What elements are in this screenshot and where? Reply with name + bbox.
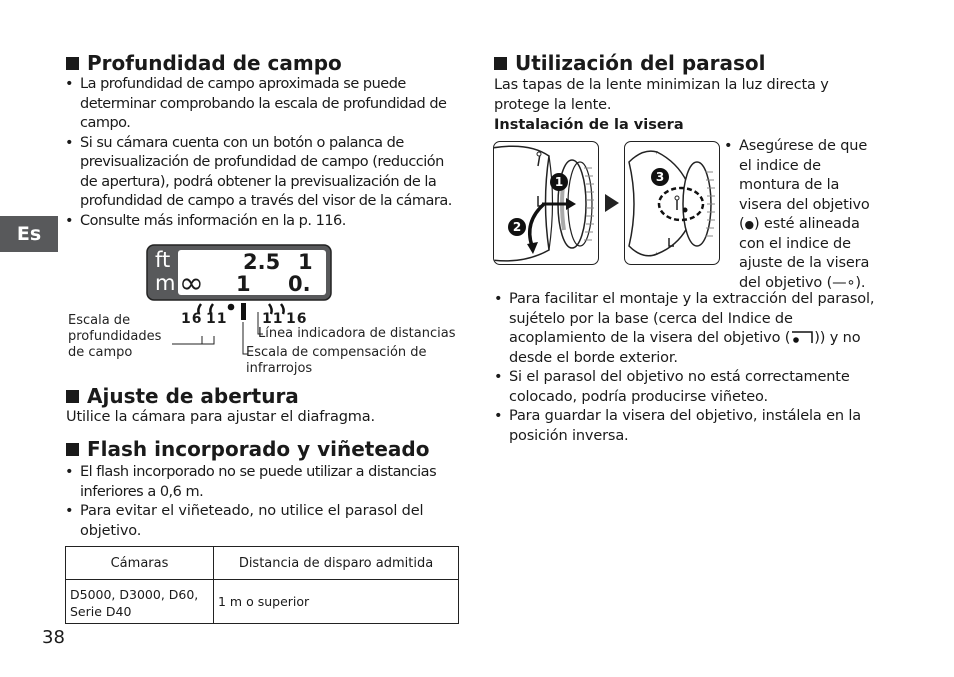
language-tab-label: Es [16,223,42,245]
depth-marks-left: 11 [206,311,228,327]
next-step-arrow-icon [603,192,621,214]
setting-index-icon: —∘ [832,274,856,291]
heading-square-icon [66,57,79,70]
page-number: 38 [42,627,65,648]
list-item: • El flash incorporado no se puede utilizar a distancias inferiores a 0,6 m. [64,463,462,502]
scale-m-value: ∞ [179,266,204,301]
flash-list [64,463,462,541]
list-item: • Para guardar la visera del objetivo, instálela en la posición inversa. [493,407,889,446]
scale-ft-value: 1 [298,250,313,274]
step-badge: 1 [550,173,568,191]
scale-m-value: 0. [288,272,311,296]
depth-of-field-heading [66,51,342,75]
depth-of-field-heading-text: Profundidad de campo [87,51,342,75]
infrared-index-label: Escala de compensación de infrarrojos [246,345,427,376]
table-header-cell: Cámaras [66,547,214,580]
hood-list [493,290,889,446]
bullet-dot: • [724,138,733,154]
scale-unit-ft: ft [155,248,171,272]
depth-of-field-list [64,75,464,231]
hood-heading-text: Utilización del parasol [515,51,766,75]
heading-square-icon [66,443,79,456]
depth-marks-left: 16 [181,311,203,327]
hood-attach-figure [493,141,599,265]
alignment-note-text: ). [855,274,866,291]
list-item: • La profundidad de campo aproximada se puede determinar comprobando la escala de profundidad de campo. [64,75,464,134]
list-item: • Si el parasol del objetivo no está correctamente colocado, podría producirse viñeteo. [493,368,889,407]
list-item [493,290,889,368]
step-badge: 2 [508,218,526,236]
alignment-note [724,137,884,293]
table-header-cell: Distancia de disparo admitida [214,547,459,580]
list-item: • Para evitar el viñeteado, no utilice el parasol del objetivo. [64,502,462,541]
alignment-note-text: ) esté alineada con el indice de ajuste de la visera del objetivo ( [739,216,870,291]
distance-scale-figure [66,244,466,384]
scale-unit-m: m [155,271,176,295]
camera-table [65,546,459,624]
heading-square-icon [494,57,507,70]
depth-marks-right: 11 [262,311,284,327]
mount-index-dot-icon: ● [744,218,754,231]
hood-align-drawing [625,142,719,264]
hood-intro: Las tapas de la lente minimizan la luz directa y protege la lente. [494,77,829,113]
heading-square-icon [66,390,79,403]
distance-index-label: Línea indicadora de distancias [258,326,456,341]
language-tab [0,216,58,252]
depth-scale-label: Escala de profundidades de campo [68,313,162,360]
scale-m-value: 1 [236,272,251,296]
aperture-heading-text: Ajuste de abertura [87,384,299,408]
alignment-note-text: Asegúrese de que el indice de montura de la visera del objetivo ( [739,138,870,232]
hood-attach-drawing [494,142,598,264]
aperture-text: Utilice la cámara para ajustar el diafragma. [66,409,375,425]
table-cell: D5000, D3000, D60, Serie D40 [66,580,214,624]
step-badge: 3 [651,168,669,186]
list-item: • Si su cámara cuenta con un botón o palanca de previsualización de profundidad de campo (reducción de apertura), podrá obtener la previsualización de la profundidad de campo a través del visor de la cámara. [64,134,464,212]
hood-heading [494,51,766,75]
depth-marks-right: 16 [286,311,308,327]
table-row [66,580,459,624]
flash-heading [66,437,429,461]
list-item-text: )) y no desde el borde exterior. [509,330,861,366]
scale-ft-value: 2.5 [243,250,281,274]
flash-heading-text: Flash incorporado y viñeteado [87,437,430,461]
hood-subheading: Instalación de la visera [494,117,684,133]
aperture-heading [66,384,299,408]
hood-align-figure [624,141,720,265]
table-cell: 1 m o superior [214,580,459,624]
alignment-note-item [724,137,884,293]
list-item: • Consulte más información en la p. 116. [64,212,464,232]
hood-mount-index-icon [790,330,814,344]
list-item-text: Para facilitar el montaje y la extracción del parasol, sujételo por la base (cerca del Indice de acoplamiento de la visera del objetivo ( [509,291,875,346]
table-header-row [66,547,459,580]
